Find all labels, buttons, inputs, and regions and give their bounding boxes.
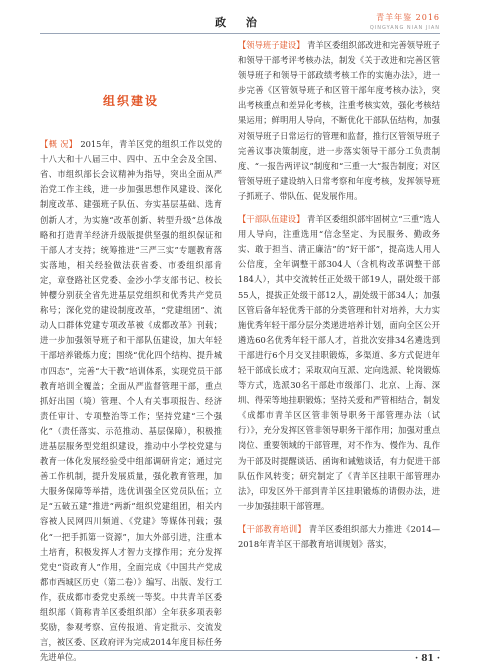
page-header <box>40 12 440 32</box>
yearbook-mark <box>370 12 440 34</box>
leadership-paragraph <box>238 38 440 204</box>
running-title: 政 治 <box>215 16 265 29</box>
footer-divider <box>40 650 440 651</box>
yearbook-title: 青羊年鉴 2016 <box>376 13 440 22</box>
right-column <box>238 38 440 552</box>
cadres-text: 青羊区委组织部牢固树立“三重”选人用人导向，注重选用“信念坚定、为民服务、勤政务实、敢于担当、清正廉洁”的“好干部”，提高选人用人公信度，全年调整干部304人（含机构改革调整干部184人），其中交流转任正处级干部19人，副处级干部55人，提拔正处级干部12人，副处级干部34人；加强区管后备年轻优秀干部的分类管理和针对培养，大力实施优秀年轻干部分层分类递进培养计划，面向全区公开遴选60名优秀年轻干部人才，首批次安排34名遴选到干部进行6个月交叉挂职锻炼，多渠道、多方式促进年轻干部成长成才；采取双向互派、定向选派、轮岗锻炼等方式，选派30名干部赴市级部门、北京、上海、深圳、得荣等地挂职锻炼；坚持关爱和严管相结合，制发《成都市青羊区区管非领导职务干部管理办法（试行）》，充分发挥区管非领导职务干部作用；加强对重点岗位、重要领域的干部管理，对不作为、慢作为、乱作为干部及时提醒谈话、函询和诫勉谈话，有力促进干部队伍作风转变；研究制定了《青羊区挂职干部管理办法》，印发区外干部到青羊区挂职锻炼的请假办法，进一步加强挂职干部管理。 <box>238 214 440 511</box>
left-column <box>40 38 222 665</box>
training-label: 【干部教育培训】 <box>238 523 306 534</box>
page-number: · 81 · <box>414 654 440 664</box>
yearbook-pinyin: QINGYANG NIAN JIAN <box>369 25 440 31</box>
leadership-text: 青羊区委组织部改进和完善领导班子和领导干部考评考核办法，制发《关于改进和完善区管领导班子和领导干部政绩考核工作的实施办法》，进一步完善《区管领导班子和区管干部年度考核办法》，突出考核重点和差异化考核，注重考核实效，强化考核结果运用；鲜明用人导向，不断优化干部队伍结构，加强对领导班子日常运行的管理和监督，推行区管领导班子完善议事决策制度，进一步落实领导干部分工负责制度、“一报告两评议”制度和“三重一大”报告制度；对区管领导班子建设纳入日常考察和年度考核，发挥领导班子抓班子、带队伍、促发展作用。 <box>238 40 440 201</box>
overview-text: 2015年，青羊区党的组织工作以党的十八大和十八届三中、四中、五中全会及全国、省、市组织部长会议精神为指导，突出全面从严治党工作主线，进一步加强思想作风建设、深化制度改革、建强班子队伍、夯实基层基础、选育创新人才，为实施“改革创新、转型升级”总体战略和打造青羊经济升级版提供坚强的组织保证和干部人才支持；统筹推进“三严三实”专题教育落实落地，相关经验做法获省委、市委组织部肯定，章登路社区党委、金沙小学支部书记、校长钟樱分别获全省先进基层党组织和优秀共产党员称号；深化党的建设制度改革，“党建组团”、流动人口群体党建专项改革被《成都改革》刊载；进一步加强领导班子和干部队伍建设，加大年轻干部培养锻炼力度；围绕“优化四个结构、提升城市四态”，完善“大干教”培训体系，实现党员干部教育培训全覆盖；全面从严监督管理干部，重点抓好出国（境）管理、个人有关事项报告、经济责任审计、专项整治等工作；坚持党建“三个强化”（责任落实、示范推动、基层保障），积极推进基层服务型党组织建设，推动中小学校党建与教育一体化发展经验受中组部调研肯定；通过完善工作机制，提升发展质量，强化教育管理，加大服务保障等举措，选优训强全区党员队伍；立足“五破五建”推进“两新”组织党建组团，相关内容被人民网四川频道、《党建》等媒体刊载；强化“一把手抓第一资源”，加大外部引进，注重本土培育，积极发挥人才智力支撑作用；充分发挥党史“资政育人”作用，全面完成《中国共产党成都市西城区历史（第二卷）》编写、出版、发行工作，获成都市委党史系统一等奖。中共青羊区委组织部（简称青羊区委组织部）全年获多项表彰奖励，参观考察、宣传报道、肯定批示、交流发言，被区委、区政府评为完成2014年度目标任务先进单位。 <box>40 139 222 663</box>
overview-label: 【概 况】 <box>40 139 78 150</box>
cadres-paragraph <box>238 212 440 514</box>
training-paragraph <box>238 522 440 552</box>
leadership-label: 【领导班子建设】 <box>238 40 305 50</box>
training-text: 青羊区委组织部大力推进《2014—2018年青羊区干部教育培训规划》落实， <box>238 523 440 549</box>
overview-paragraph <box>40 137 222 665</box>
header-divider <box>40 33 440 34</box>
page-footer <box>40 650 440 664</box>
section-title: 组织建设 <box>102 94 159 108</box>
cadres-label: 【干部队伍建设】 <box>238 214 305 225</box>
